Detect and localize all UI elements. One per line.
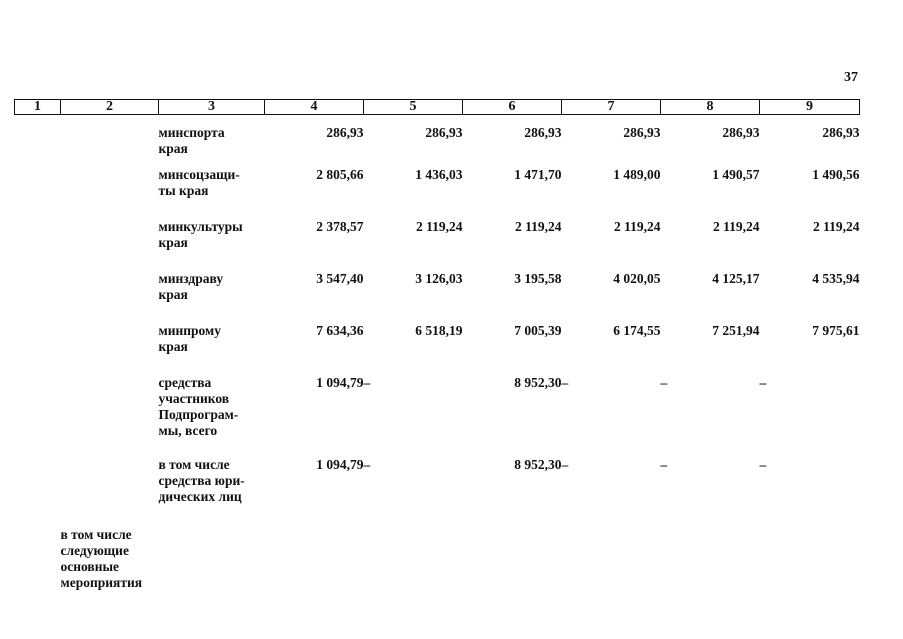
cell-value: 4 125,17 <box>712 271 760 286</box>
column-header: 1 <box>15 100 61 115</box>
table-row <box>15 115 860 168</box>
cell-value: 4 020,05 <box>613 271 661 286</box>
cell-value: 3 195,58 <box>514 271 562 286</box>
table-row <box>15 323 860 375</box>
cell-value: 7 975,61 <box>812 323 860 338</box>
row-label-line: средства юри- <box>158 473 245 488</box>
cell-value: 2 119,24 <box>415 219 463 234</box>
cell-value: 7 634,36 <box>316 323 364 338</box>
column-header: 3 <box>159 100 265 115</box>
cell-value: 2 119,24 <box>514 219 562 234</box>
row-label-line: ты края <box>158 183 209 198</box>
page-number: 37 <box>844 70 858 85</box>
cell-value: 2 119,24 <box>613 219 661 234</box>
cell-value: – <box>363 457 371 472</box>
cell-value: 6 174,55 <box>613 323 661 338</box>
cell-value: 4 535,94 <box>812 271 860 286</box>
row-label-line: края <box>158 339 188 354</box>
table-row <box>15 523 860 591</box>
cell-value: 1 489,00 <box>613 167 661 182</box>
cell-value: 7 251,94 <box>712 323 760 338</box>
note-line: мероприятия <box>60 575 143 590</box>
table-row <box>15 271 860 323</box>
table-row <box>15 219 860 271</box>
note-line: основные <box>60 559 120 574</box>
row-label-line: минкультуры <box>158 219 243 234</box>
cell-value: 1 094,79 <box>316 457 364 472</box>
cell-value: 1 490,57 <box>712 167 760 182</box>
table-row <box>15 167 860 219</box>
row-label-line: минсоцзащи- <box>158 167 240 182</box>
cell-value: 8 952,30 <box>514 375 562 390</box>
row-label-line: минпрому <box>158 323 221 338</box>
cell-value: 7 005,39 <box>514 323 562 338</box>
note-line: в том числе <box>60 527 132 542</box>
column-header: 4 <box>265 100 364 115</box>
cell-value: – <box>759 375 767 390</box>
cell-value: 1 471,70 <box>514 167 562 182</box>
row-label-line: в том числе <box>158 457 230 472</box>
cell-value: – <box>561 457 569 472</box>
cell-value: – <box>561 375 569 390</box>
cell-value: – <box>660 457 668 472</box>
cell-value: 286,93 <box>623 125 661 140</box>
row-label-line: средства <box>158 375 212 390</box>
cell-value: 3 547,40 <box>316 271 364 286</box>
cell-value: – <box>363 375 371 390</box>
column-header-row <box>15 100 860 115</box>
note-line: следующие <box>60 543 129 558</box>
column-header: 2 <box>61 100 159 115</box>
cell-value: 2 378,57 <box>316 219 364 234</box>
cell-value: 3 126,03 <box>415 271 463 286</box>
row-label-line: края <box>158 235 188 250</box>
column-header: 5 <box>364 100 463 115</box>
cell-value: 1 490,56 <box>812 167 860 182</box>
cell-value: 8 952,30 <box>514 457 562 472</box>
cell-value: 1 094,79 <box>316 375 364 390</box>
cell-value: – <box>660 375 668 390</box>
cell-value: 2 119,24 <box>812 219 860 234</box>
cell-value: 286,93 <box>326 125 364 140</box>
column-header: 9 <box>760 100 860 115</box>
row-label-line: дических лиц <box>158 489 242 504</box>
row-label-line: участников <box>158 391 230 406</box>
budget-table <box>14 99 860 591</box>
column-header: 7 <box>562 100 661 115</box>
cell-value: 1 436,03 <box>415 167 463 182</box>
column-header: 6 <box>463 100 562 115</box>
row-label-line: минздраву <box>158 271 224 286</box>
row-label-line: Подпрограм- <box>158 407 239 422</box>
table-row <box>15 457 860 523</box>
cell-value: 286,93 <box>722 125 760 140</box>
row-label-line: мы, всего <box>158 423 218 438</box>
column-header: 8 <box>661 100 760 115</box>
cell-value: 2 805,66 <box>316 167 364 182</box>
row-label-line: края <box>158 287 188 302</box>
cell-value: 6 518,19 <box>415 323 463 338</box>
cell-value: 286,93 <box>425 125 463 140</box>
table-row <box>15 375 860 457</box>
cell-value: 286,93 <box>524 125 562 140</box>
cell-value: 286,93 <box>822 125 860 140</box>
row-label: минспорта края <box>158 125 225 156</box>
cell-value: – <box>759 457 767 472</box>
cell-value: 2 119,24 <box>712 219 760 234</box>
